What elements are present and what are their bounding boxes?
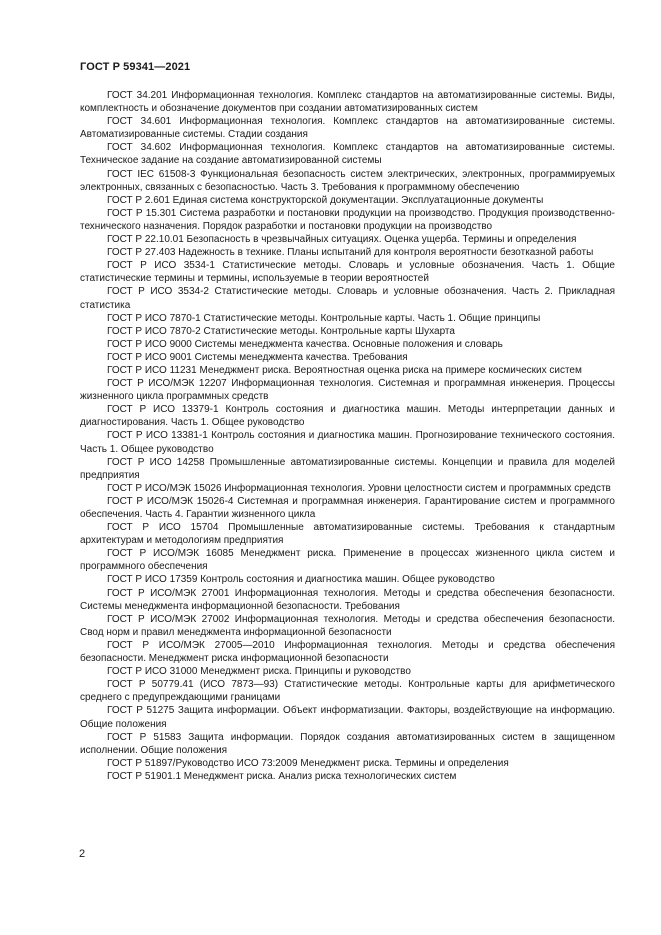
reference-item: ГОСТ Р ИСО 7870-2 Статистические методы. Контрольные карты Шухарта [107,325,455,337]
reference-item: ГОСТ Р 22.10.01 Безопасность в чрезвычайных ситуациях. Оценка ущерба. Термины и определения [107,234,577,246]
reference-item: ГОСТ Р ИСО/МЭК 27001 Информационная технология. Методы и средства обеспечения безопасности. Системы менеджмента информационной безопасности. Требования [80,587,615,612]
reference-list [80,89,615,783]
reference-item: ГОСТ Р 51897/Руководство ИСО 73:2009 Менеджмент риска. Термины и определения [107,757,509,769]
reference-item: ГОСТ 34.601 Информационная технология. Комплекс стандартов на автоматизированные системы. Автоматизированные системы. Стадии создания [80,116,615,141]
reference-item: ГОСТ Р ИСО 9001 Системы менеджмента качества. Требования [107,351,408,363]
reference-item: ГОСТ Р ИСО 17359 Контроль состояния и диагностика машин. Общее руководство [107,574,495,586]
reference-item: ГОСТ Р ИСО/МЭК 15026-4 Системная и программная инженерия. Гарантирование систем и программного обеспечения. Часть 4. Гарантии жизненного цикла [80,495,615,520]
page-number: 2 [79,848,86,860]
reference-item: ГОСТ Р 51275 Защита информации. Объект информатизации. Факторы, воздействующие на информацию. Общие положения [80,705,615,730]
reference-item: ГОСТ Р ИСО/МЭК 12207 Информационная технология. Системная и программная инженерия. Процессы жизненного цикла программных средств [80,378,615,403]
reference-item: ГОСТ Р ИСО/МЭК 27002 Информационная технология. Методы и средства обеспечения безопасности. Свод норм и правил менеджмента информационной безопасности [80,613,615,638]
reference-item: ГОСТ Р 50779.41 (ИСО 7873—93) Статистические методы. Контрольные карты для арифметического среднего с предупреждающими границами [80,679,615,704]
reference-item: ГОСТ Р ИСО 13379-1 Контроль состояния и диагностика машин. Методы интерпретации данных и диагностирования. Часть 1. Общее руководство [80,404,615,429]
reference-item: ГОСТ Р 15.301 Система разработки и постановки продукции на производство. Продукция производственно-технического назначения. Порядок разработки и постановки продукции на производство [80,207,615,232]
reference-item: ГОСТ Р ИСО 13381-1 Контроль состояния и диагностика машин. Прогнозирование технического состояния. Часть 1. Общее руководство [80,430,615,455]
reference-item: ГОСТ Р 51901.1 Менеджмент риска. Анализ риска технологических систем [107,770,457,782]
reference-item: ГОСТ Р ИСО 3534-1 Статистические методы. Словарь и условные обозначения. Часть 1. Общие статистические термины и термины, используемые в теории вероятностей [80,260,615,285]
reference-item: ГОСТ Р ИСО 7870-1 Статистические методы. Контрольные карты. Часть 1. Общие принципы [107,312,541,324]
reference-item: ГОСТ Р ИСО/МЭК 27005—2010 Информационная технология. Методы и средства обеспечения безопасности. Менеджмент риска информационной безопасности [80,639,615,665]
reference-item: ГОСТ Р 51583 Защита информации. Порядок создания автоматизированных систем в защищенном исполнении. Общие положения [80,731,615,756]
reference-item: ГОСТ 34.602 Информационная технология. Комплекс стандартов на автоматизированные системы. Техническое задание на создание автоматизированной системы [80,142,615,167]
reference-item: ГОСТ Р ИСО 11231 Менеджмент риска. Вероятностная оценка риска на примере космических систем [107,364,582,376]
reference-item: ГОСТ Р ИСО 31000 Менеджмент риска. Принципы и руководство [107,666,411,678]
reference-item: ГОСТ Р ИСО 14258 Промышленные автоматизированные системы. Концепции и правила для моделей предприятия [80,456,615,481]
reference-item: ГОСТ Р ИСО 9000 Системы менеджмента качества. Основные положения и словарь [107,338,503,350]
reference-item: ГОСТ Р 27.403 Надежность в технике. Планы испытаний для контроля вероятности безотказной работы [107,247,594,259]
reference-item: ГОСТ Р ИСО/МЭК 15026 Информационная технология. Уровни целостности систем и программных средств [107,482,611,494]
reference-item: ГОСТ Р 2.601 Единая система конструкторской документации. Эксплуатационные документы [107,194,544,206]
reference-item: ГОСТ Р ИСО/МЭК 16085 Менеджмент риска. Применение в процессах жизненного цикла систем и программного обеспечения [80,548,615,573]
reference-item: ГОСТ Р ИСО 15704 Промышленные автоматизированные системы. Требования к стандартным архитектурам и методологиям предприятия [80,522,615,547]
reference-item: ГОСТ IEC 61508-3 Функциональная безопасность систем электрических, электронных, программируемых электронных, связанных с безопасностью. Часть 3. Требования к программному обеспечению [80,168,615,193]
reference-item: ГОСТ Р ИСО 3534-2 Статистические методы. Словарь и условные обозначения. Часть 2. Прикладная статистика [80,286,615,311]
reference-item: ГОСТ 34.201 Информационная технология. Комплекс стандартов на автоматизированные системы. Виды, комплектность и обозначение документов при создании автоматизированных систем [80,90,615,115]
document-header: ГОСТ Р 59341—2021 [80,61,191,73]
